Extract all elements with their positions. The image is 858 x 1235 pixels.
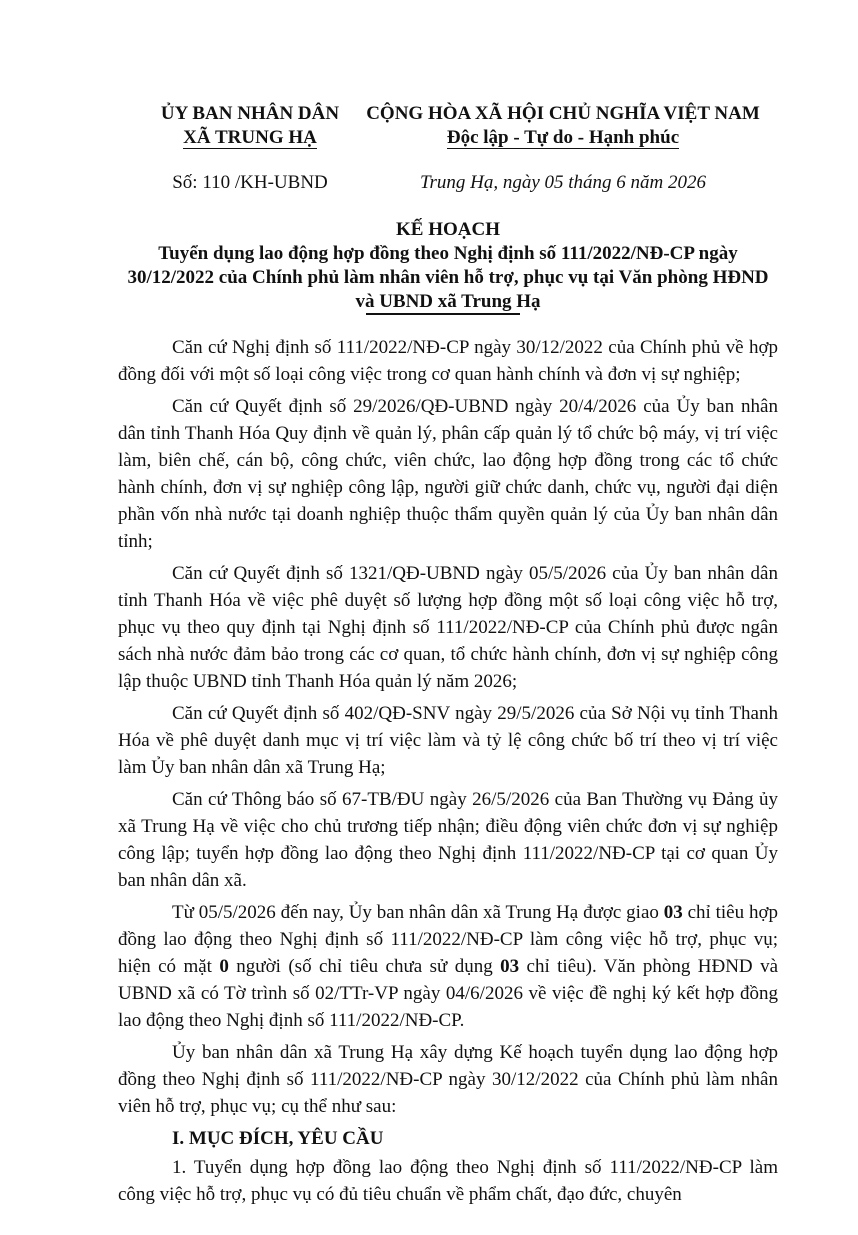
document-number: Số: 110 /KH-UBND [172, 172, 328, 193]
quota-text-3: người (số chỉ tiêu chưa sử dụng [228, 956, 501, 977]
quota-number-1: 03 [663, 902, 683, 923]
paragraph-basis-4: Căn cứ Quyết định số 402/QĐ-SNV ngày 29/5/2026 của Sở Nội vụ tỉnh Thanh Hóa về phê duyệt danh mục vị trí việc làm và tỷ lệ công chức bố trí theo vị trí việc làm Ủy ban nhân dân xã Trung Hạ; [118, 703, 778, 778]
quota-number-2: 0 [219, 956, 229, 977]
agency-line-1: ỦY BAN NHÂN DÂN [160, 103, 340, 124]
quota-number-3: 03 [500, 956, 520, 977]
quota-text-2: chỉ tiêu hợp đồng lao động theo Nghị định số 111/2022/NĐ-CP làm công việc hỗ trợ, phục vụ; hiện có mặt [118, 902, 778, 977]
document-body [118, 334, 778, 1213]
paragraph-basis-3: Căn cứ Quyết định số 1321/QĐ-UBND ngày 05/5/2026 của Ủy ban nhân dân tỉnh Thanh Hóa về việc phê duyệt số lượng hợp đồng một số loại công việc hỗ trợ, phục vụ theo quy định tại Nghị định số 111/2022/NĐ-CP của Chính phủ được ngân sách nhà nước đảm bảo trong các cơ quan, tổ chức hành chính, đơn vị sự nghiệp công lập thuộc UBND tỉnh Thanh Hóa quản lý năm 2026; [118, 563, 778, 692]
quota-text-1: Từ 05/5/2026 đến nay, Ủy ban nhân dân xã Trung Hạ được giao [172, 902, 664, 923]
country-name: CỘNG HÒA XÃ HỘI CHỦ NGHĨA VIỆT NAM [366, 103, 760, 124]
motto: Độc lập - Tự do - Hạnh phúc [446, 127, 680, 148]
title-underline [366, 313, 520, 315]
national-motto [363, 102, 763, 150]
paragraph-basis-1: Căn cứ Nghị định số 111/2022/NĐ-CP ngày 30/12/2022 của Chính phủ về hợp đồng đối với một số loại công việc trong cơ quan hành chính và đơn vị sự nghiệp; [118, 337, 778, 385]
quota-text-4: chỉ tiêu). Văn phòng HĐND và UBND xã có Tờ trình số 02/TTr-VP ngày 04/6/2026 về việc đề nghị ký kết hợp đồng lao động theo Nghị định số 111/2022/NĐ-CP. [118, 956, 778, 1031]
issuing-agency [150, 102, 350, 150]
paragraph-basis-2: Căn cứ Quyết định số 29/2026/QĐ-UBND ngày 20/4/2026 của Ủy ban nhân dân tỉnh Thanh Hóa Quy định về quản lý, phân cấp quản lý tổ chức bộ máy, vị trí việc làm, biên chế, cán bộ, công chức, viên chức, lao động hợp đồng trong các tổ chức hành chính, đơn vị sự nghiệp công lập, người giữ chức danh, chức vụ, người đại diện phần vốn nhà nước tại doanh nghiệp thuộc thẩm quyền quản lý của Ủy ban nhân dân tỉnh; [118, 396, 778, 552]
paragraph-basis-5: Căn cứ Thông báo số 67-TB/ĐU ngày 26/5/2026 của Ban Thường vụ Đảng ủy xã Trung Hạ về việc cho chủ trương tiếp nhận; điều động viên chức đơn vị sự nghiệp công lập; tuyển hợp đồng lao động theo Nghị định 111/2022/NĐ-CP tại cơ quan Ủy ban nhân dân xã. [118, 789, 778, 891]
paragraph-quota [118, 899, 778, 1034]
section-heading-1: I. MỤC ĐÍCH, YÊU CẦU [172, 1128, 384, 1149]
agency-line-2: XÃ TRUNG HẠ [183, 127, 317, 148]
title-sub: Tuyển dụng lao động hợp đồng theo Nghị định số 111/2022/NĐ-CP ngày 30/12/2022 của Chính phủ làm nhân viên hỗ trợ, phục vụ tại Văn phòng HĐND và UBND xã Trung Hạ [127, 243, 769, 312]
title-main: KẾ HOẠCH [396, 219, 500, 240]
date-line: Trung Hạ, ngày 05 tháng 6 năm 2026 [419, 172, 707, 193]
document-title [118, 218, 778, 314]
paragraph-closing: Ủy ban nhân dân xã Trung Hạ xây dựng Kế hoạch tuyển dụng lao động hợp đồng theo Nghị định số 111/2022/NĐ-CP ngày 30/12/2022 của Chính phủ làm nhân viên hỗ trợ, phục vụ; cụ thể như sau: [118, 1042, 778, 1117]
section-1-item-1: 1. Tuyển dụng hợp đồng lao động theo Nghị định số 111/2022/NĐ-CP làm công việc hỗ trợ, phục vụ có đủ tiêu chuẩn về phẩm chất, đạo đức, chuyên [118, 1157, 778, 1205]
